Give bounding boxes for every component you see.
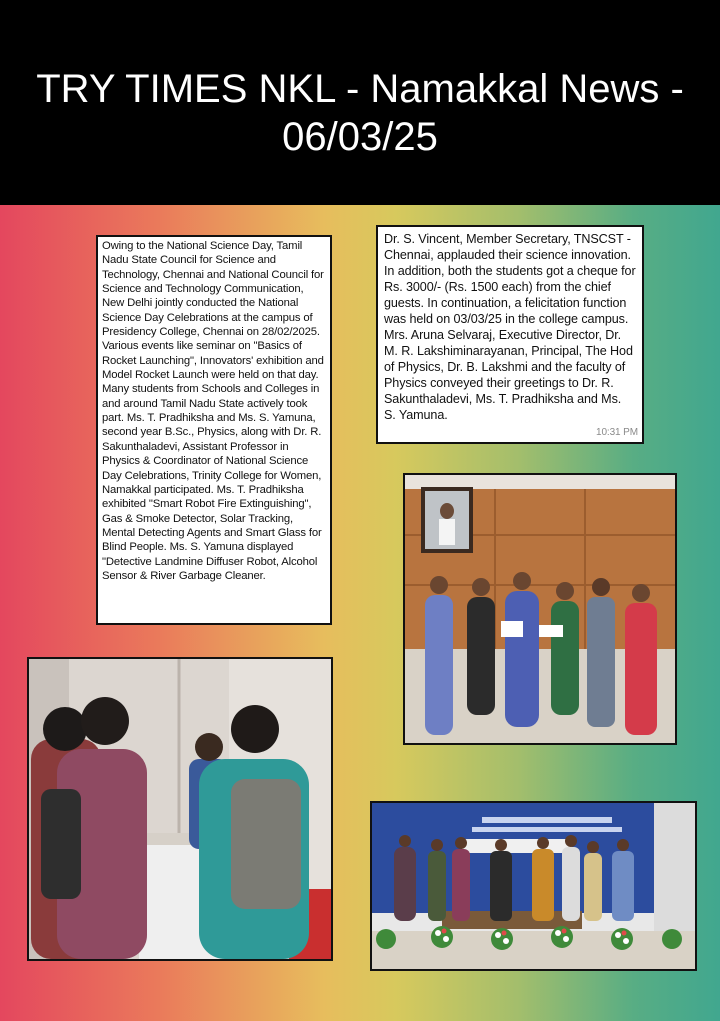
page-title: TRY TIMES NKL - Namakkal News - 06/03/25 — [36, 66, 684, 159]
header-banner — [0, 0, 720, 205]
stage-photo — [370, 801, 697, 971]
article-left-box — [96, 235, 332, 625]
article-left-text: Owing to the National Science Day, Tamil Nadu State Council for Science and Technology, Chennai and National Council for Science and Technology Communication, New Delhi jointly conducted the National Science Day Celebrations at the campus of Presidency College, Chennai on 28/02/2025. Various events like seminar on "Basics of Rocket Launching", Innovators' exhibition and Model Rocket Launch were held on that day. Many students from Schools and Colleges in and around Tamil Nadu State actively took part. Ms. T. Pradhiksha and Ms. S. Yamuna, second year B.Sc., Physics, along with Dr. R. Sakunthaladevi, Assistant Professor in Physics & Coordinator of National Science Day Celebrations, Trinity College for Women, Namakkal participated. Ms. T. Pradhiksha exhibited "Smart Robot Fire Extinguishing", Gas & Smoke Detector, Solar Tracking, Mental Detecting Agents and Smart Glass for Blind People. Ms. S. Yamuna displayed "Detective Landmine Diffuser Robot, Alcohol Sensor & River Garbage Cleaner. — [102, 240, 324, 582]
article-right-text: Dr. S. Vincent, Member Secretary, TNSCST - Chennai, applauded their science innovation. In addition, both the students got a cheque for Rs. 3000/- (Rs. 1500 each) from the chief guests. In continuation, a felicitation function was held on 03/03/25 in the college campus. Mrs. Aruna Selvaraj, Executive Director, Dr. M. R. Lakshiminarayanan, Principal, The Hod of Physics, Dr. B. Lakshmi and the faculty of Physics conveyed their greetings to Dr. R. Sakunthaladevi, Ms. T. Pradhiksha and Ms. S. Yamuna. — [384, 232, 636, 422]
article-right-box — [376, 225, 644, 444]
exhibition-photo — [27, 657, 333, 961]
message-timestamp: 10:31 PM — [595, 427, 638, 438]
group-photo — [403, 473, 677, 745]
